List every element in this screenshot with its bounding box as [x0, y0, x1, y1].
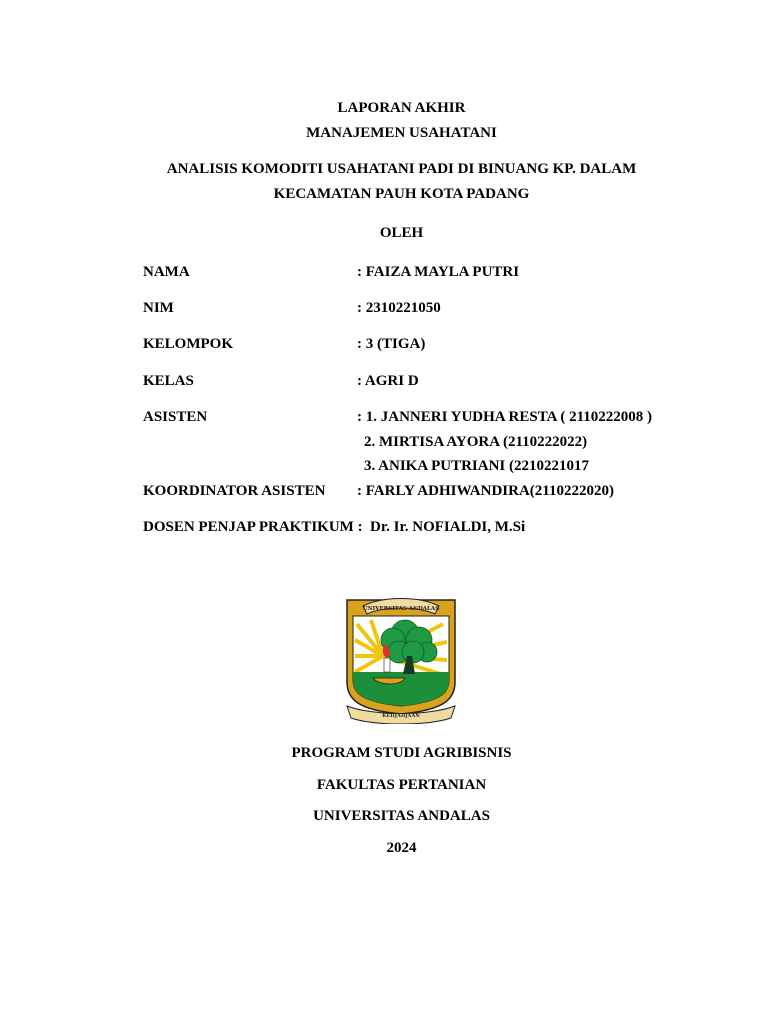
dosen-label: DOSEN PENJAP PRAKTIKUM : [143, 519, 363, 535]
koordinator-label: KOORDINATOR ASISTEN [143, 483, 326, 499]
nim-label: NIM [143, 300, 174, 316]
koordinator-value: : FARLY ADHIWANDIRA(2110222020) [357, 483, 614, 499]
fakultas: FAKULTAS PERTANIAN [316, 777, 487, 793]
dosen-value: Dr. Ir. NOFIALDI, M.Si [370, 519, 526, 535]
asisten-value-3: 3. ANIKA PUTRIANI (2210221017 [364, 458, 590, 474]
kelas-label: KELAS [143, 373, 194, 389]
nim-value: : 2310221050 [357, 300, 441, 316]
universitas-andalas-emblem-icon [343, 594, 459, 724]
oleh-heading: OLEH [379, 225, 424, 241]
report-title-line-1: ANALISIS KOMODITI USAHATANI PADI DI BINUANG KP. DALAM [166, 161, 637, 177]
universitas: UNIVERSITAS ANDALAS [313, 808, 490, 824]
nama-label: NAMA [143, 264, 190, 280]
kelas-value: : AGRI D [357, 373, 419, 389]
course-title: MANAJEMEN USAHATANI [306, 125, 497, 141]
emblem-candle [384, 658, 390, 672]
report-type-title: LAPORAN AKHIR [337, 100, 466, 116]
report-title-line-2: KECAMATAN PAUH KOTA PADANG [273, 186, 530, 202]
nama-value: : FAIZA MAYLA PUTRI [357, 264, 520, 280]
asisten-label: ASISTEN [143, 409, 208, 425]
kelompok-value: : 3 (TIGA) [357, 336, 426, 352]
program-studi: PROGRAM STUDI AGRIBISNIS [291, 745, 512, 761]
kelompok-label: KELOMPOK [143, 336, 233, 352]
emblem-top-text: UNIVERSITAS ANDALAS [362, 606, 440, 612]
emblem-bottom-text: KEDJADJAAN [382, 713, 420, 719]
asisten-value-1: : 1. JANNERI YUDHA RESTA ( 2110222008 ) [357, 409, 653, 425]
asisten-value-2: 2. MIRTISA AYORA (2110222022) [364, 434, 588, 450]
year: 2024 [386, 840, 417, 856]
